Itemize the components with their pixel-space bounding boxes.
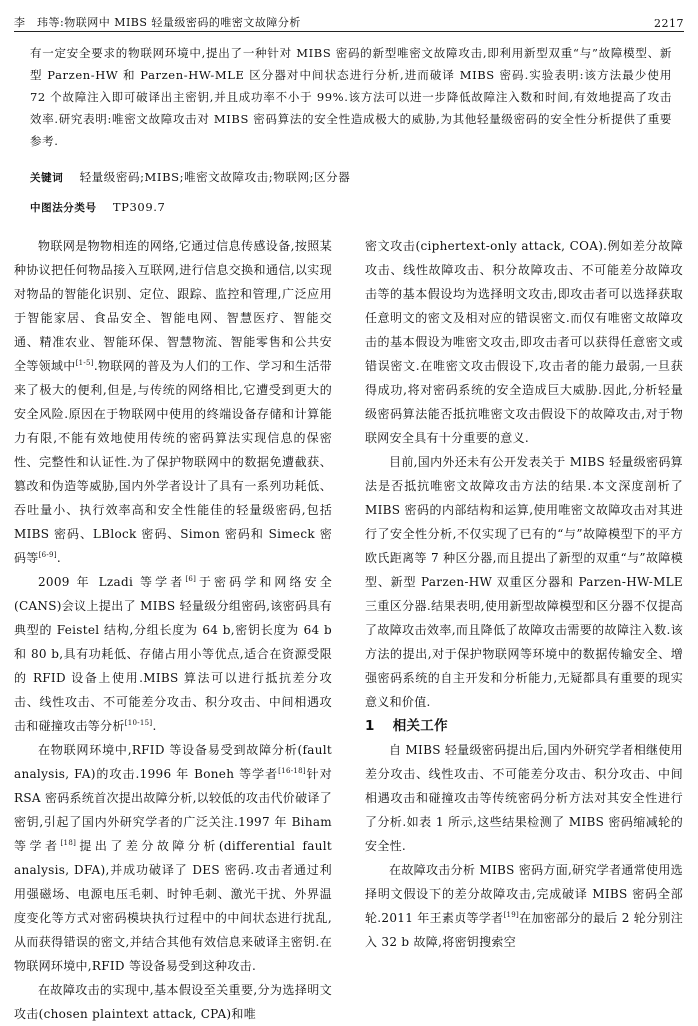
paragraph: 密文攻击(ciphertext-only attack, COA).例如差分故障攻击、线性故障攻击、积分故障攻击、不可能差分故障攻击等的基本假设均为选择明文攻击,即攻击者可以选择获取任意明文的密文及相对应的错误密文.而仅有唯密文故障攻击的基本假设为唯密文攻击,即攻击者可以获得任意密文或错误密文.在唯密文攻击假设下,攻击者的能力最弱,一旦获得成功,将对密码系统的安全造成巨大威胁.因此,分析轻量级密码算法能否抵抗唯密文攻击假设下的故障攻击,对于物联网安全具有十分重要的意义. bbox=[365, 239, 683, 445]
clc-number bbox=[30, 200, 672, 215]
citation[interactable]: [10-15] bbox=[124, 719, 153, 727]
running-header-title: 李 玮等:物联网中 MIBS 轻量级密码的唯密文故障分析 bbox=[14, 16, 301, 29]
page-number: 2217 bbox=[654, 17, 684, 30]
paragraph: 自 MIBS 轻量级密码提出后,国内外研究学者相继使用差分攻击、线性攻击、不可能差分攻击、积分攻击、中间相遇攻击和碰撞攻击等传统密码分析方法对其安全性进行了分析.如表 1 所示,这些结果检测了 MIBS 密码缩减轮的安全性. bbox=[365, 743, 683, 853]
right-column bbox=[365, 234, 683, 954]
header-rule bbox=[14, 31, 684, 32]
abstract-text: 有一定安全要求的物联网环境中,提出了一种针对 MIBS 密码的新型唯密文故障攻击,即利用新型双重“与”故障模型、新型 Parzen-HW 和 Parzen-HW-MLE 区分器对中间状态进行分析,进而破译 MIBS 密码.实验表明:该方法最少使用 72 个故障注入即可破译出主密钥,并且成功率不小于 99%.该方法可以进一步降低故障注入数和时间,有效地提高了攻击效率.研究表明:唯密文故障攻击对 MIBS 密码算法的安全性造成极大的威胁,为其他轻量级密码的安全性分析提供了重要参考. bbox=[30, 46, 672, 148]
paragraph: 物联网是物物相连的网络,它通过信息传感设备,按照某种协议把任何物品接入互联网,进行信息交换和通信,以实现对物品的智能化识别、定位、跟踪、监控和管理,广泛应用于智能家居、食品安全、智能电网、智慧医疗、智能交通、精准农业、智能环保、智慧物流、智能零售和公共安全等领域中[1-5].物联网的普及为人们的工作、学习和生活带来了极大的便利,但是,与传统的网络相比,它遭受到更大的安全风险.原因在于物联网中使用的终端设备存储和计算能力有限,不能有效地使用传统的密码算法实现信息的保密性、完整性和认证性.为了保护物联网中的数据免遭截获、篡改和伪造等威胁,国内外学者设计了具有一系列功耗低、吞吐量小、执行效率高和安全性能佳的轻量级密码,包括 MIBS 密码、LBlock 密码、Simon 密码和 Simeck 密码等[6-9]. bbox=[14, 239, 332, 565]
section-heading bbox=[365, 714, 683, 738]
citation[interactable]: [18] bbox=[60, 839, 77, 847]
section-title: 相关工作 bbox=[392, 718, 448, 734]
citation[interactable]: [6] bbox=[185, 575, 197, 583]
keywords-text: 轻量级密码;MIBS;唯密文故障攻击;物联网;区分器 bbox=[79, 170, 351, 184]
paragraph: 目前,国内外还未有公开发表关于 MIBS 轻量级密码算法是否抵抗唯密文故障攻击方法的结果.本文深度剖析了 MIBS 密码的内部结构和运算,使用唯密文故障攻击对其进行了安全性分析,不仅实现了已有的“与”故障模型下的平方欧氏距离等 7 种区分器,而且提出了新型的双重“与”故障模型、新型 Parzen-HW 双重区分器和 Parzen-HW-MLE 三重区分器.结果表明,使用新型故障模型和区分器不仅提高了故障攻击效率,而且降低了故障攻击需要的故障注入数.该方法的提出,对于保护物联网等环境中的数据传输安全、增强密码系统的自主开发和分析能力,无疑都具有重要的现实意义和价值. bbox=[365, 455, 683, 709]
clc-text: TP309.7 bbox=[112, 200, 166, 214]
clc-label: 中图法分类号 bbox=[30, 202, 97, 214]
paragraph: 2009 年 Lzadi 等学者[6]于密码学和网络安全(CANS)会议上提出了 MIBS 轻量级分组密码,该密码具有典型的 Feistel 结构,分组长度为 64 b,密钥长度为 64 b 和 80 b,具有功耗低、存储占用小等优点,适合在资源受限的 RFID 设备上使用.MIBS 算法可以进行抵抗差分攻击、线性攻击、不可能差分攻击、积分攻击、中间相遇攻击和碰撞攻击等分析[10-15]. bbox=[14, 575, 332, 733]
section-number: 1 bbox=[365, 718, 375, 734]
citation[interactable]: [6-9] bbox=[38, 551, 57, 559]
paragraph: 在故障攻击的实现中,基本假设至关重要,分为选择明文攻击(chosen plaintext attack, CPA)和唯 bbox=[14, 983, 332, 1021]
paragraph: 在物联网环境中,RFID 等设备易受到故障分析(fault analysis, FA)的攻击.1996 年 Boneh 等学者[16-18]针对 RSA 密码系统首次提出故障分析,以较低的攻击代价破译了密钥,引起了国内外研究学者的广泛关注.1997 年 Biham 等学者[18]提出了差分故障分析(differential fault analysis, DFA),并成功破译了 DES 密码.攻击者通过利用强磁场、电源电压毛刺、时钟毛刺、激光干扰、外界温度变化等方式对密码模块执行过程中的中间状态进行扰乱,从而获得错误的密文,并结合其他有效信息来破译主密钥.在物联网环境中,RFID 等设备易受到这种攻击. bbox=[14, 743, 332, 973]
paragraph: 在故障攻击分析 MIBS 密码方面,研究学者通常使用选择明文假设下的差分故障攻击,完成破译 MIBS 密码全部轮.2011 年王素贞等学者[19]在加密部分的最后 2 轮分别注入 32 b 故障,将密钥搜索空 bbox=[365, 863, 683, 949]
citation[interactable]: [1-5] bbox=[75, 359, 94, 367]
keywords-label: 关键词 bbox=[30, 172, 64, 184]
left-column bbox=[14, 234, 332, 1026]
citation[interactable]: [19] bbox=[503, 911, 520, 919]
running-header bbox=[14, 10, 684, 30]
citation[interactable]: [16-18] bbox=[278, 767, 306, 775]
keywords bbox=[30, 169, 672, 185]
